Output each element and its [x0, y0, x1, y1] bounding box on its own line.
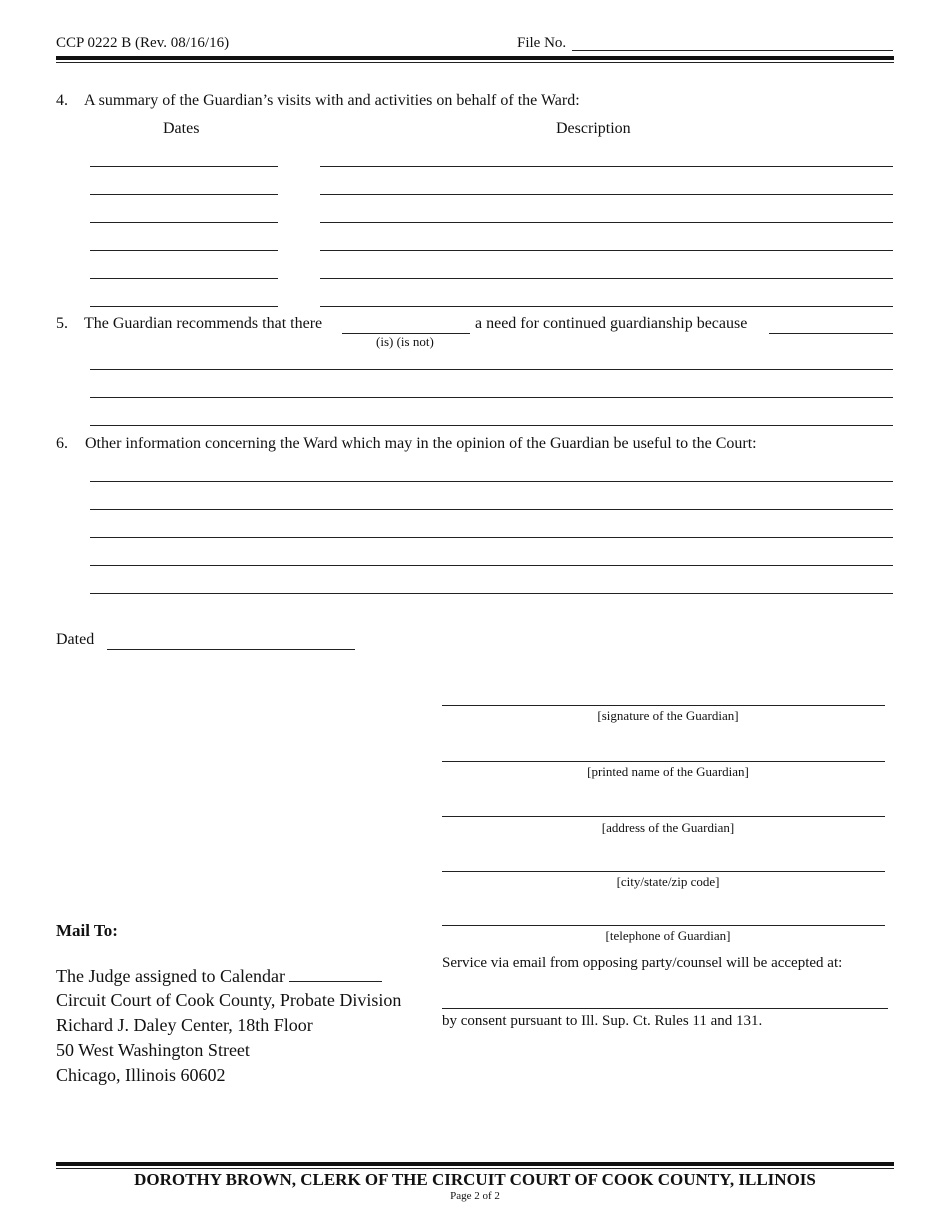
description-field[interactable]: [320, 250, 893, 251]
header-rule-thin: [56, 62, 894, 63]
city-state-zip-field[interactable]: [442, 871, 885, 872]
dates-header: Dates: [163, 120, 200, 137]
date-field[interactable]: [90, 306, 278, 307]
calendar-field[interactable]: [289, 967, 382, 982]
footer-rule: [56, 1162, 894, 1166]
item4-number: 4.: [56, 92, 68, 109]
item6-number: 6.: [56, 435, 68, 452]
telephone-caption: [telephone of Guardian]: [605, 928, 731, 943]
date-field[interactable]: [90, 166, 278, 167]
other-info-line[interactable]: [90, 481, 893, 482]
dated-label: Dated: [56, 631, 95, 648]
date-field[interactable]: [90, 278, 278, 279]
address-caption: [address of the Guardian]: [601, 820, 735, 835]
mail-to-heading: Mail To:: [56, 921, 118, 940]
signature-field[interactable]: [442, 705, 885, 706]
item5-text-after: a need for continued guardianship because: [475, 315, 748, 332]
other-info-line[interactable]: [90, 509, 893, 510]
is-is-not-hint: (is) (is not): [376, 334, 434, 349]
mail-to-line3: Richard J. Daley Center, 18th Floor: [56, 1015, 313, 1035]
printed-name-field[interactable]: [442, 761, 885, 762]
item4-text: A summary of the Guardian’s visits with and activities on behalf of the Ward:: [84, 92, 580, 109]
other-info-line[interactable]: [90, 565, 893, 566]
file-no-field[interactable]: [572, 50, 893, 51]
reason-line[interactable]: [90, 397, 893, 398]
item5-text-before: The Guardian recommends that there: [84, 315, 323, 332]
header-rule: [56, 56, 894, 60]
signature-caption: [signature of the Guardian]: [597, 708, 739, 723]
item6-text: Other information concerning the Ward which may in the opinion of the Guardian be useful to the Court:: [85, 435, 757, 452]
description-field[interactable]: [320, 222, 893, 223]
description-field[interactable]: [320, 278, 893, 279]
email-field[interactable]: [442, 1008, 888, 1009]
dated-field[interactable]: [107, 649, 355, 650]
city-state-zip-caption: [city/state/zip code]: [616, 874, 720, 889]
mail-to-line5: Chicago, Illinois 60602: [56, 1065, 226, 1085]
reason-line[interactable]: [90, 425, 893, 426]
date-field[interactable]: [90, 194, 278, 195]
other-info-line[interactable]: [90, 537, 893, 538]
description-header: Description: [556, 120, 631, 137]
printed-name-caption: [printed name of the Guardian]: [587, 764, 749, 779]
other-info-line[interactable]: [90, 593, 893, 594]
calendar-label: The Judge assigned to Calendar: [56, 966, 285, 986]
mail-to-line4: 50 West Washington Street: [56, 1040, 250, 1060]
date-field[interactable]: [90, 250, 278, 251]
item5-number: 5.: [56, 315, 68, 332]
clerk-line: DOROTHY BROWN, CLERK OF THE CIRCUIT COURT OF COOK COUNTY, ILLINOIS: [134, 1170, 816, 1189]
description-field[interactable]: [320, 194, 893, 195]
email-service-text: Service via email from opposing party/counsel will be accepted at:: [442, 955, 843, 971]
reason-line[interactable]: [90, 369, 893, 370]
form-code: CCP 0222 B (Rev. 08/16/16): [56, 35, 230, 51]
description-field[interactable]: [320, 306, 893, 307]
date-field[interactable]: [90, 222, 278, 223]
because-field[interactable]: [769, 333, 893, 334]
mail-to-line2: Circuit Court of Cook County, Probate Division: [56, 990, 402, 1010]
address-field[interactable]: [442, 816, 885, 817]
page-number: Page 2 of 2: [450, 1190, 500, 1202]
footer-rule-thin: [56, 1168, 894, 1169]
mail-to-line1: [56, 966, 382, 987]
email-consent-text: by consent pursuant to Ill. Sup. Ct. Rules 11 and 131.: [442, 1013, 763, 1029]
telephone-field[interactable]: [442, 925, 885, 926]
description-field[interactable]: [320, 166, 893, 167]
file-no-label: File No.: [517, 35, 567, 51]
